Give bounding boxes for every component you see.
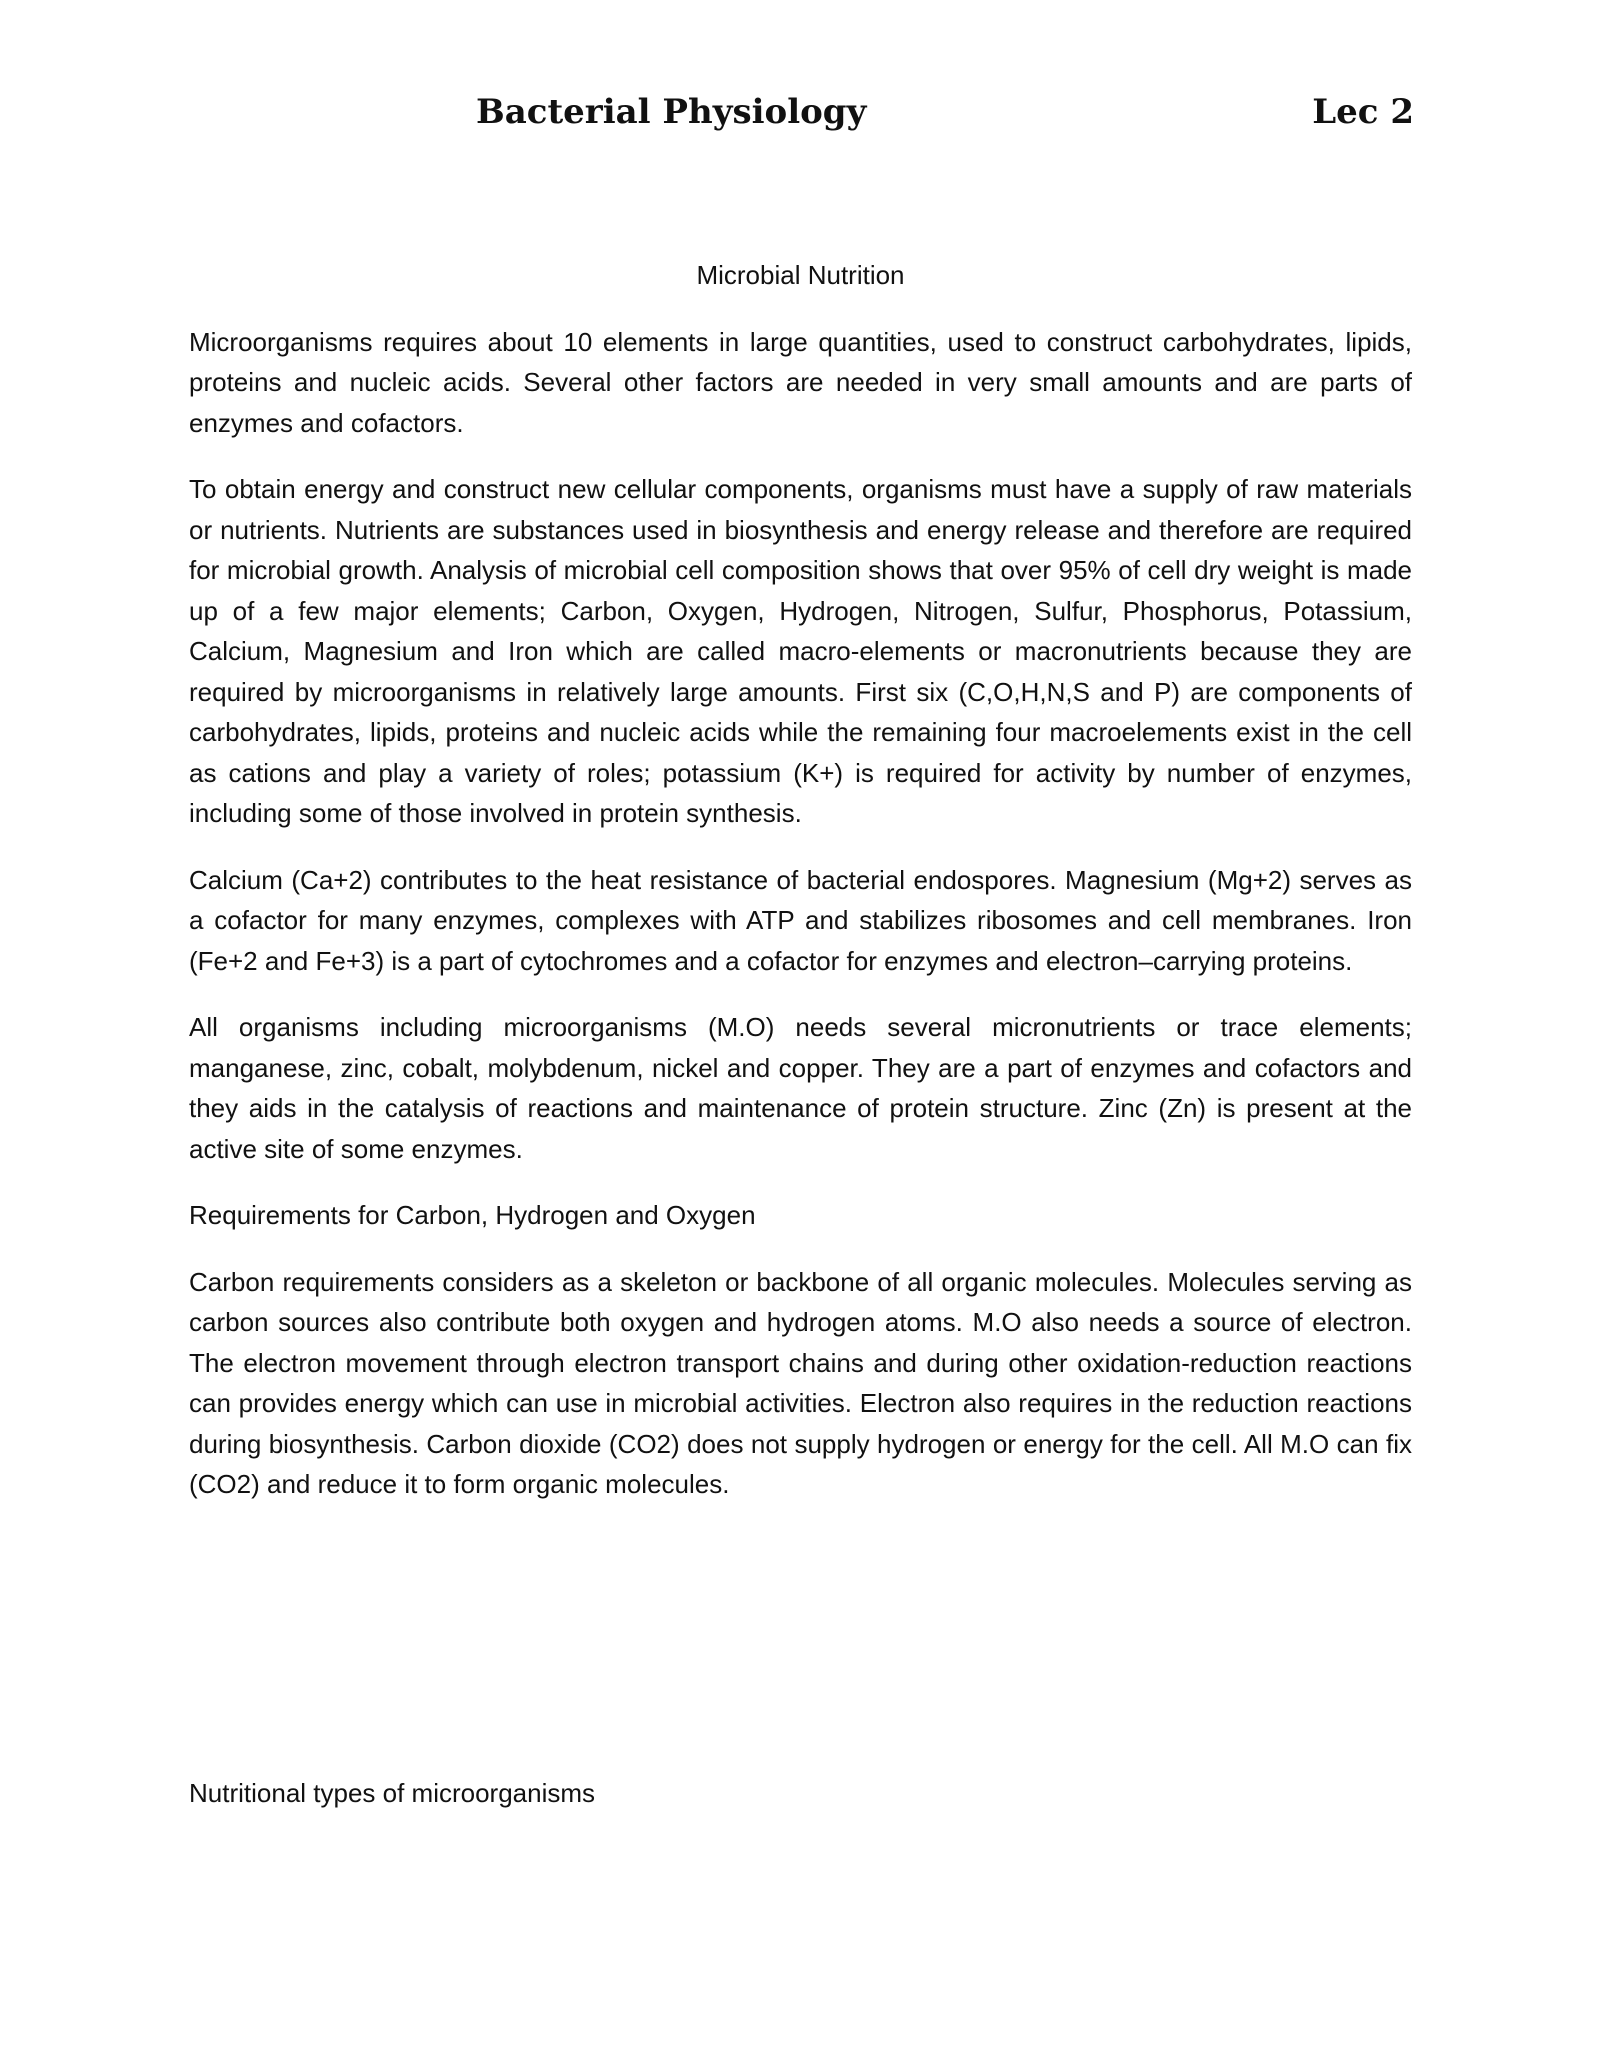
page-header	[0, 92, 1600, 142]
paragraph-carbon-requirements: Carbon requirements considers as a skeleton or backbone of all organic molecules. Molecules serving as carbon sources also contribute both oxygen and hydrogen atoms. M.O also needs a source of electron. The electron movement through electron transport chains and during other oxidation-reduction reactions can provides energy which can use in microbial activities. Electron also requires in the reduction reactions during biosynthesis. Carbon dioxide (CO2) does not supply hydrogen or energy for the cell. All M.O can fix (CO2) and reduce it to form organic molecules.	[189, 1266, 1412, 1499]
document-body	[189, 255, 1412, 1531]
lecture-number: Lec 2	[1312, 92, 1414, 132]
paragraph-cations: Calcium (Ca+2) contributes to the heat resistance of bacterial endospores. Magnesium (Mg+2) serves as a cofactor for many enzymes, complexes with ATP and stabilizes ribosomes and cell membranes. Iron (Fe+2 and Fe+3) is a part of cytochromes and a cofactor for enzymes and electron–carrying proteins.	[189, 864, 1412, 976]
paragraph-macronutrients-intro: Microorganisms requires about 10 elements in large quantities, used to construct carbohydrates, lipids, proteins and nucleic acids. Several other factors are needed in very small amounts and are parts of enzymes and cofactors.	[189, 326, 1412, 438]
paragraph-nutrients: To obtain energy and construct new cellular components, organisms must have a supply of raw materials or nutrients. Nutrients are substances used in biosynthesis and energy release and therefore are required for microbial growth. Analysis of microbial cell composition shows that over 95% of cell dry weight is made up of a few major elements; Carbon, Oxygen, Hydrogen, Nitrogen, Sulfur, Phosphorus, Potassium, Calcium, Magnesium and Iron which are called macro-elements or macronutrients because they are required by microorganisms in relatively large amounts. First six (C,O,H,N,S and P) are components of carbohydrates, lipids, proteins and nucleic acids while the remaining four macroelements exist in the cell as cations and play a variety of roles; potassium (K+) is required for activity by number of enzymes, including some of those involved in protein synthesis.	[189, 474, 1412, 828]
subheading-carbon-hydrogen-oxygen: Requirements for Carbon, Hydrogen and Oxygen	[189, 1200, 756, 1230]
paragraph-micronutrients: All organisms including microorganisms (M.O) needs several micronutrients or trace elements; manganese, zinc, cobalt, molybdenum, nickel and copper. They are a part of enzymes and cofactors and they aids in the catalysis of reactions and maintenance of protein structure. Zinc (Zn) is present at the active site of some enzymes.	[189, 1012, 1412, 1164]
section-title: Microbial Nutrition	[696, 260, 905, 290]
heading-nutritional-types: Nutritional types of microorganisms	[189, 1778, 596, 1808]
course-title: Bacterial Physiology	[476, 92, 867, 132]
